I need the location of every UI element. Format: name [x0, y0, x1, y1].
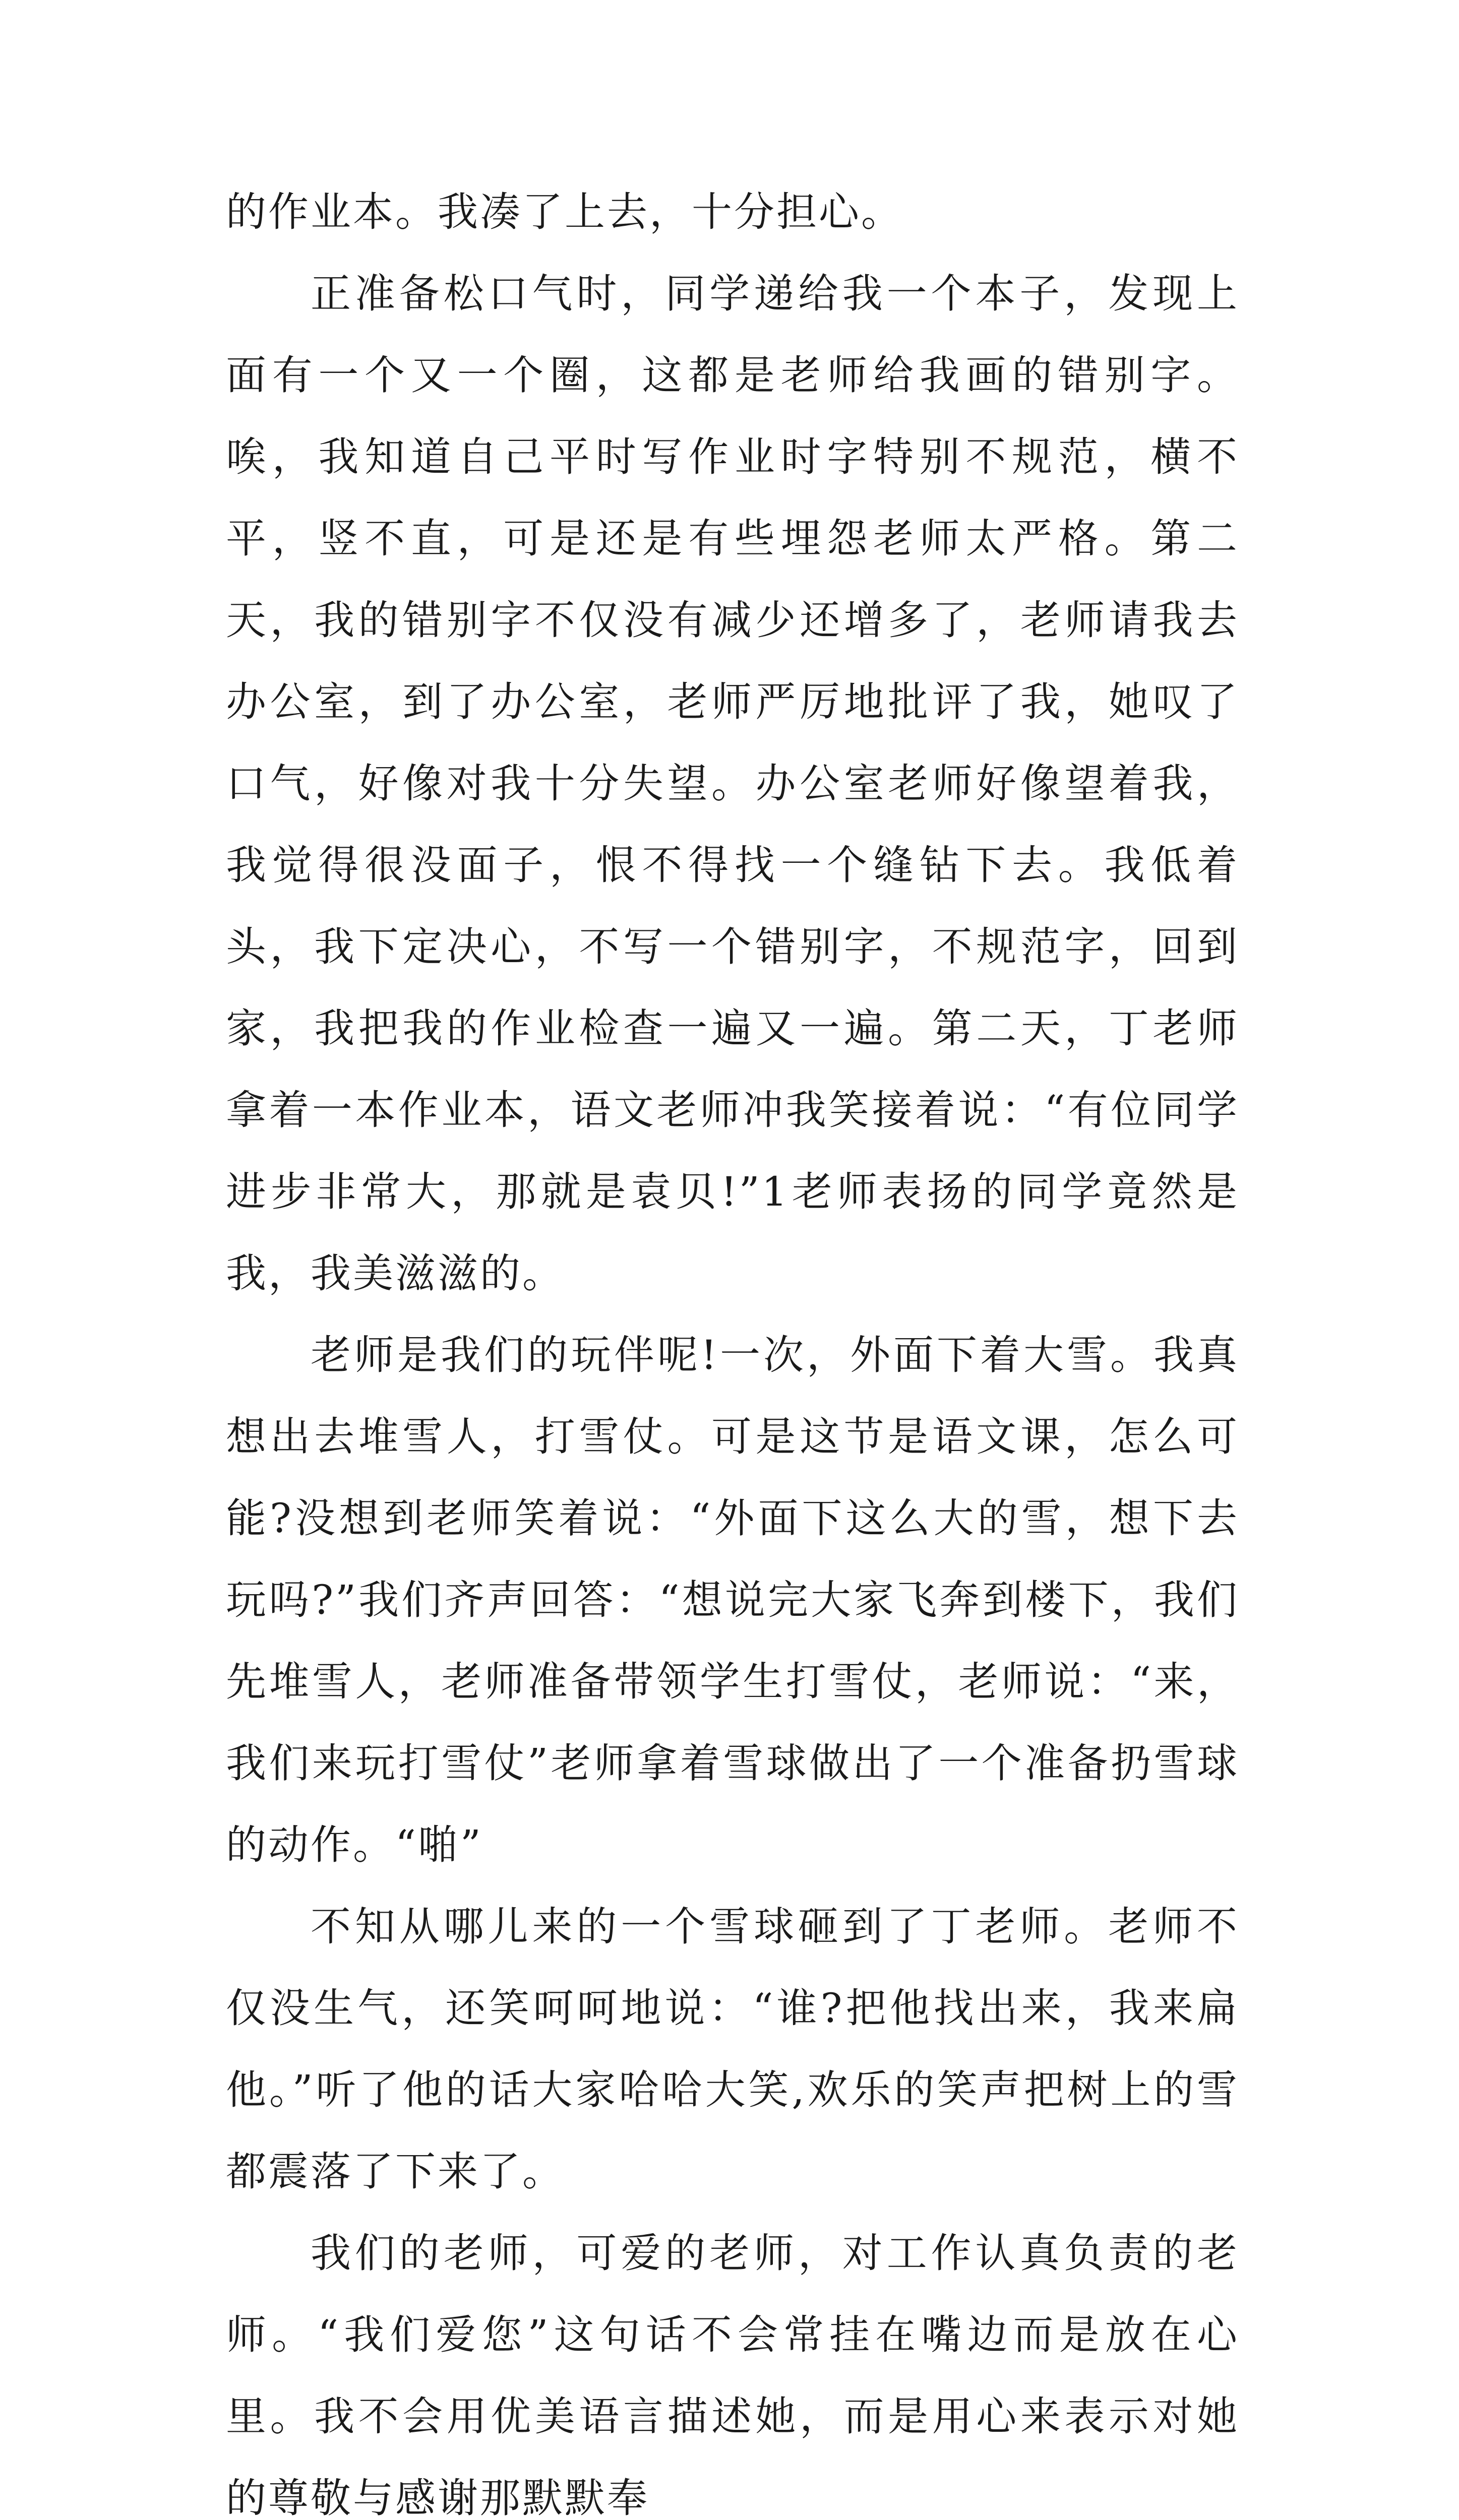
- paragraph-3: 老师是我们的玩伴呢!一次，外面下着大雪。我真想出去堆雪人，打雪仗。可是这节是语文课，怎么可能?没想到老师笑着说：“外面下这么大的雪，想下去玩吗?”我们齐声回答：“想说完大家飞奔到楼下，我们先堆雪人，老师准备带领学生打雪仗，老师说：“来，我们来玩打雪仗”老师拿着雪球做出了一个准备扔雪球的动作。“啪”: [226, 1332, 1239, 1868]
- paragraph-5: 我们的老师，可爱的老师，对工作认真负责的老师。“我们爱您”这句话不会常挂在嘴边而是放在心里。我不会用优美语言描述她，而是用心来表示对她的尊敬与感谢那默默奉: [226, 2230, 1239, 2520]
- paragraph-4: 不知从哪儿来的一个雪球砸到了丁老师。老师不仅没生气，还笑呵呵地说：“谁?把他找出来，我来扁他。”听了他的话大家哈哈大笑,欢乐的笑声把树上的雪都震落了下来了。: [226, 1903, 1239, 2195]
- essay-body: [226, 171, 1239, 2520]
- paragraph-2: 正准备松口气时，同学递给我一个本子，发现上面有一个又一个圈，这都是老师给我画的错别字。唉，我知道自己平时写作业时字特别不规范，横不平，竖不直，可是还是有些埋怨老师太严格。第二天，我的错别字不仅没有减少还增多了，老师请我去办公室，到了办公室，老师严厉地批评了我，她叹了口气，好像对我十分失望。办公室老师好像望着我，我觉得很没面子，恨不得找一个缝钻下去。我低着头，我下定决心，不写一个错别字，不规范字，回到家，我把我的作业检查一遍又一遍。第二天，丁老师拿着一本作业本，语文老师冲我笑接着说：“有位同学进步非常大，那就是袁贝!”1老师表扬的同学竟然是我，我美滋滋的。: [226, 270, 1239, 1297]
- paragraph-1: 的作业本。我凑了上去，十分担心。: [226, 188, 903, 235]
